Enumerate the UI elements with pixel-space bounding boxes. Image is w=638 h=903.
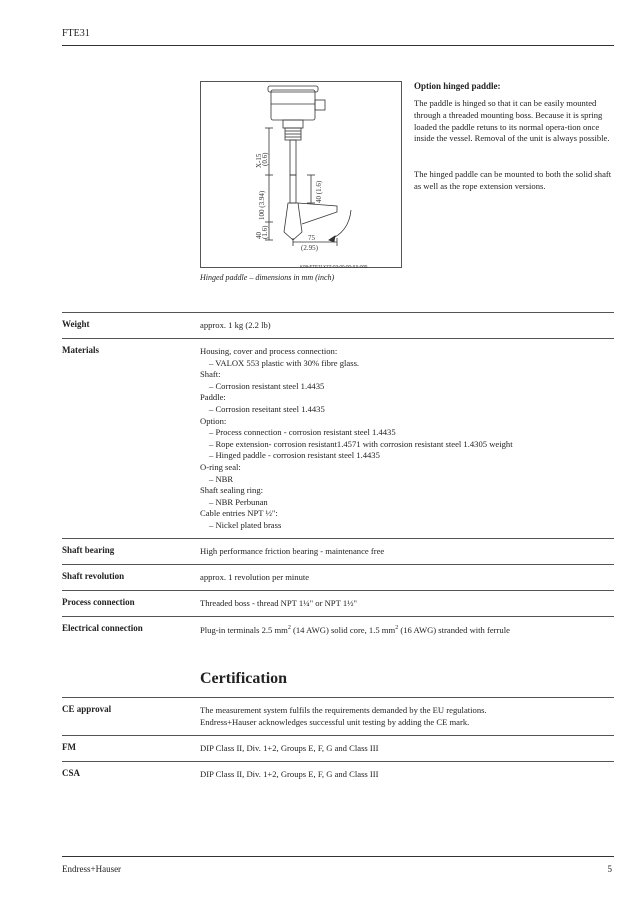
document-header-title: FTE31 — [62, 28, 90, 39]
shaft-bearing-label: Shaft bearing — [62, 545, 115, 555]
header-rule — [62, 45, 614, 46]
process-connection-value: Threaded boss - thread NPT 1¼" or NPT 1½" — [200, 598, 358, 608]
row-divider-electrical-connection — [62, 616, 614, 617]
materials-list — [200, 346, 614, 532]
materials-line: Paddle: — [200, 392, 226, 403]
hinged-paddle-drawing — [200, 81, 402, 268]
materials-label: Materials — [62, 345, 99, 355]
materials-line: – Rope extension- corrosion resistant1.4571 with corrosion resistant steel 1.4305 weight — [209, 438, 513, 449]
electrical-connection-label: Electrical connection — [62, 623, 143, 633]
footer-rule — [62, 856, 614, 857]
materials-line: – NBR Perbunan — [209, 496, 268, 507]
dim-label-40: 40 — [255, 232, 263, 239]
ce-approval-value — [200, 705, 614, 728]
dim-label-40-inch: (1.6) — [261, 225, 269, 239]
weight-value: approx. 1 kg (2.2 lb) — [200, 320, 271, 330]
materials-line: – Corrosion reseitant steel 1.4435 — [209, 403, 325, 414]
fm-label: FM — [62, 742, 76, 752]
dim-label-75: 75 — [308, 234, 315, 242]
option-paragraph-1: The paddle is hinged so that it can be easily mounted through a threaded mounting boss. Because it is spring loaded the paddle retuns to its normal opera-tion once inside the vessel. Removal of the unit is always possible. — [414, 98, 610, 144]
materials-line: Shaft sealing ring: — [200, 485, 264, 496]
materials-line: – Hinged paddle - corrosion resistant steel 1.4435 — [209, 450, 380, 461]
materials-line: – Corrosion resistant steel 1.4435 — [209, 380, 325, 391]
dim-label-75-inch: (2.95) — [301, 244, 318, 252]
csa-value: DIP Class II, Div. 1+2, Groups E, F, G and Class III — [200, 769, 379, 779]
figure-id: K09-FTE31XZZ-03-00-00-XX-005 — [300, 264, 368, 269]
dim-label-x15: X-15 — [255, 153, 263, 168]
row-divider-weight — [62, 312, 614, 313]
option-hinged-paddle-title: Option hinged paddle: — [414, 81, 501, 91]
weight-label: Weight — [62, 319, 90, 329]
materials-line: O-ring seal: — [200, 461, 241, 472]
certification-heading: Certification — [200, 670, 288, 687]
fm-value: DIP Class II, Div. 1+2, Groups E, F, G and Class III — [200, 743, 379, 753]
materials-line: – VALOX 553 plastic with 30% fibre glass. — [209, 357, 360, 368]
ce-approval-label: CE approval — [62, 704, 112, 714]
shaft-revolution-label: Shaft revolution — [62, 571, 125, 581]
process-connection-label: Process connection — [62, 597, 135, 607]
dim-label-40-right: 40 (1.6) — [315, 180, 323, 203]
materials-line: Option: — [200, 415, 227, 426]
materials-line: – NBR — [209, 473, 234, 484]
ce-approval-line-1: The measurement system fulfils the requirements demanded by the EU regulations. — [200, 705, 487, 715]
option-paragraph-2: The hinged paddle can be mounted to both the solid shaft as well as the rope extension versions. — [414, 169, 612, 191]
materials-line: – Process connection - corrosion resistant steel 1.4435 — [209, 427, 396, 438]
electrical-connection-value: Plug-in terminals 2.5 $mm^2$ (14 AWG) solid core, 1.5 $mm^2$ (16 AWG) stranded with ferrule — [200, 624, 510, 635]
materials-line: Cable entries NPT ½": — [200, 508, 278, 519]
dim-label-x15-inch: (0.6) — [261, 152, 269, 166]
materials-line: Housing, cover and process connection: — [200, 346, 338, 356]
shaft-bearing-value: High performance friction bearing - maintenance free — [200, 546, 385, 556]
row-divider-shaft-revolution — [62, 564, 614, 565]
footer-company: Endress+Hauser — [62, 864, 122, 874]
row-divider-ce — [62, 697, 614, 698]
row-divider-process-connection — [62, 590, 614, 591]
csa-label: CSA — [62, 768, 81, 778]
row-divider-csa — [62, 761, 614, 762]
figure-caption: Hinged paddle – dimensions in mm (inch) — [200, 273, 335, 282]
materials-line: Shaft: — [200, 369, 221, 380]
dim-label-100: 100 (3.94) — [258, 190, 266, 220]
shaft-revolution-value: approx. 1 revolution per minute — [200, 572, 310, 582]
row-divider-shaft-bearing — [62, 538, 614, 539]
row-divider-materials — [62, 338, 614, 339]
materials-line: – Nickel plated brass — [209, 519, 282, 530]
page-number: 5 — [607, 864, 612, 874]
row-divider-fm — [62, 735, 614, 736]
hinged-paddle-svg — [201, 82, 401, 267]
ce-approval-line-2: Endress+Hauser acknowledges successful unit testing by adding the CE mark. — [200, 716, 470, 727]
